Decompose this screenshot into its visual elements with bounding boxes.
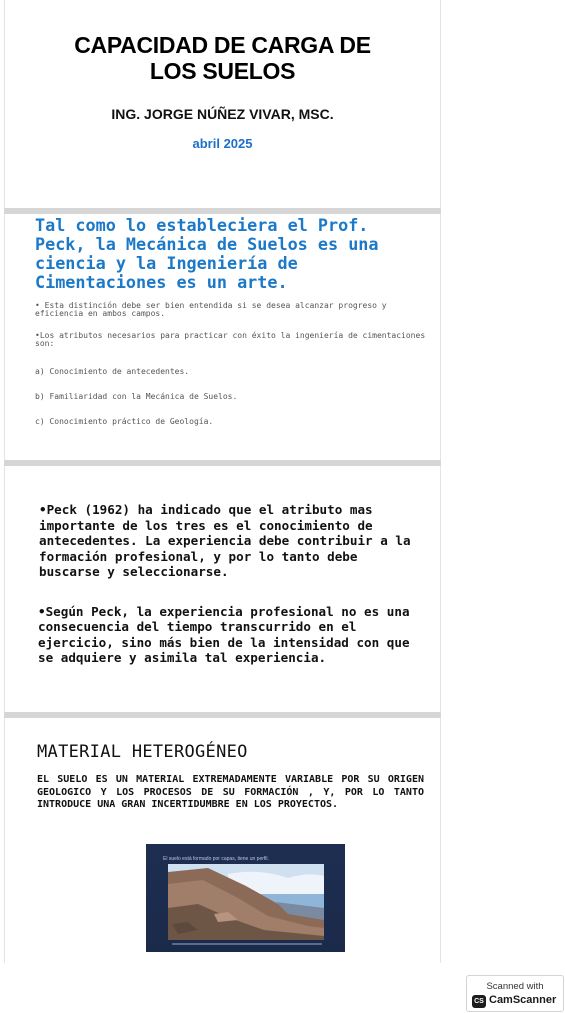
title-line-1: CAPACIDAD DE CARGA DE xyxy=(74,32,371,58)
paragraph: • Esta distinción debe ser bien entendida si se desea alcanzar progreso y eficiencia en ambos campos. xyxy=(35,301,387,318)
bullet-paragraph: •Peck (1962) ha indicado que el atributo mas importante de los tres es el conocimiento de antecedentes. La experiencia debe contribuir a la formación profesional, y por lo tanto debe buscarse y seleccionarse. xyxy=(39,502,411,579)
paragraph: •Los atributos necesarios para practicar con éxito la ingeniería de cimentaciones son: xyxy=(35,331,426,348)
experience-slide xyxy=(4,466,441,712)
camscanner-logo-icon: CS xyxy=(472,995,486,1008)
slide-heading: MATERIAL HETEROGÉNEO xyxy=(37,742,248,762)
list-item: b) Familiaridad con la Mecánica de Suelos. xyxy=(35,392,238,401)
camscanner-badge xyxy=(466,975,564,1012)
document-title xyxy=(5,32,440,84)
scanned-with-label: Scanned with xyxy=(486,981,544,992)
heterogeneous-material-slide xyxy=(4,718,441,963)
author: ING. JORGE NÚÑEZ VIVAR, MSC. xyxy=(111,106,334,122)
soil-profile-photo xyxy=(146,844,345,952)
list-item: a) Conocimiento de antecedentes. xyxy=(35,367,190,376)
hillside-image xyxy=(168,864,324,940)
date: abril 2025 xyxy=(192,136,253,151)
photo-caption: El suelo está formado por capas, tiene un perfil. xyxy=(163,856,269,862)
title-line-2: LOS SUELOS xyxy=(149,58,296,84)
list-item: c) Conocimiento práctico de Geología. xyxy=(35,417,214,426)
paragraph: EL SUELO ES UN MATERIAL EXTREMADAMENTE VARIABLE POR SU ORIGEN GEOLOGICO Y LOS PROCESOS DE SU FORMACIÓN , Y, POR LO TANTO INTRODUCE UNA GRAN INCERTIDUMBRE EN LOS PROYECTOS. xyxy=(37,774,424,810)
title-slide xyxy=(4,0,441,208)
bullet-paragraph: •Según Peck, la experiencia profesional no es una consecuencia del tiempo transcurrido en el ejercicio, sino más bien de la intensidad con que se adquiere y asimila tal experiencia. xyxy=(38,603,410,665)
photo-footer-line xyxy=(172,943,322,945)
camscanner-name: CamScanner xyxy=(489,994,557,1006)
peck-slide xyxy=(4,214,441,460)
slide-heading: Tal como lo estableciera el Prof. Peck, la Mecánica de Suelos es una ciencia y la Ingeniería de Cimentaciones es un arte. xyxy=(35,215,379,292)
